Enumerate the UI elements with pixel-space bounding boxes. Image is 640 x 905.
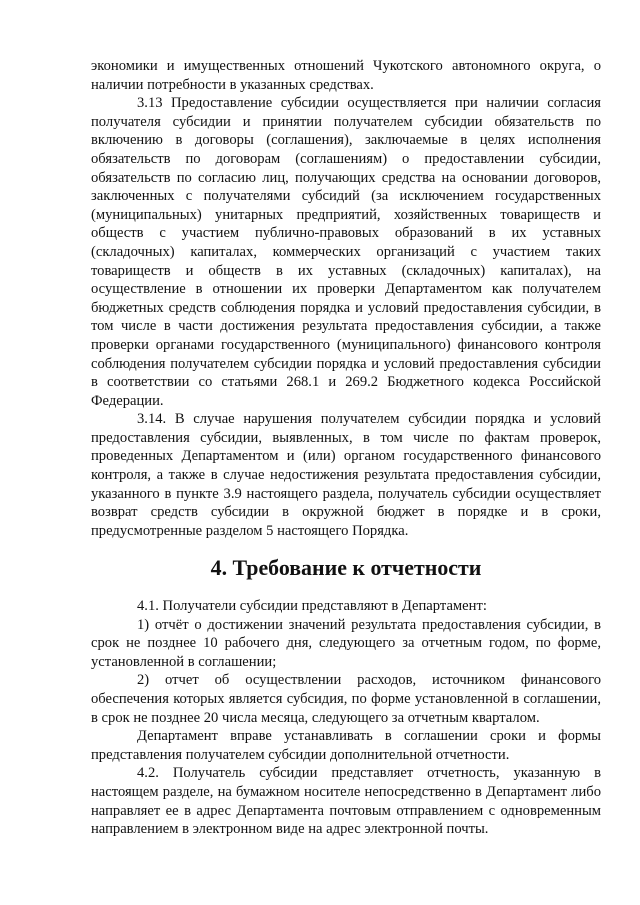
- paragraph-4-2: 4.2. Получатель субсидии представляет отчетность, указанную в настоящем разделе, на бумажном носителе непосредственно в Департамент либо направляет ее в адрес Департамента почтовым отправлением с одновременным направлением в электронном виде на адрес электронной почты.: [91, 765, 601, 838]
- document-body: [91, 57, 601, 839]
- section-heading: 4. Требование к отчетности: [210, 555, 482, 581]
- paragraph-4-1-item-1: 1) отчёт о достижении значений результата предоставления субсидии, в срок не позднее 10 рабочего дня, следующего за отчетным годом, по форме, установленной в соглашении;: [91, 616, 601, 670]
- paragraph-4-1-item-2: 2) отчет об осуществлении расходов, источником финансового обеспечения которых является субсидия, по форме установленной в соглашении, в срок не позднее 20 числа месяца, следующего за отчетным кварталом.: [91, 672, 601, 726]
- paragraph-continuation: экономики и имущественных отношений Чукотского автономного округа, о наличии потребности в указанных средствах.: [91, 58, 601, 93]
- paragraph-3-13: 3.13 Предоставление субсидии осуществляется при наличии согласия получателя субсидии и принятии получателем субсидии обязательств по включению в договоры (соглашения), заключаемые в целях исполнения обязательств по договорам (соглашениям) о предоставлении субсидии, обязательств по согласию лиц, получающих средства на основании договоров, заключенных с получателями субсидий (за исключением государственных (муниципальных) унитарных предприятий, хозяйственных товариществ и обществ с участием публично-правовых образований в их уставных (складочных) капиталах, коммерческих организаций с участием таких товариществ и обществ в их уставных (складочных) капиталах), на осуществление в отношении их проверки Департаментом как получателем бюджетных средств соблюдения порядка и условий предоставления субсидии, в том числе в части достижения результата предоставления субсидии, а также проверки органами государственного (муниципального) финансового контроля соблюдения получателем субсидии порядка и условий предоставления субсидии в соответствии со статьями 268.1 и 269.2 Бюджетного кодекса Российской Федерации.: [91, 95, 601, 409]
- paragraph-additional-reporting: Департамент вправе устанавливать в соглашении сроки и формы представления получателем субсидии дополнительной отчетности.: [91, 728, 601, 763]
- paragraph-4-1: 4.1. Получатели субсидии представляют в Департамент:: [137, 598, 487, 615]
- paragraph-3-14: 3.14. В случае нарушения получателем субсидии порядка и условий предоставления субсидии, выявленных, в том числе по фактам проверок, проведенных Департаментом и (или) органом государственного финансового контроля, а также в случае недостижения результата предоставления субсидии, указанного в пункте 3.9 настоящего раздела, получатель субсидии осуществляет возврат средств субсидии в окружной бюджет в порядке и в сроки, предусмотренные разделом 5 настоящего Порядка.: [91, 411, 601, 539]
